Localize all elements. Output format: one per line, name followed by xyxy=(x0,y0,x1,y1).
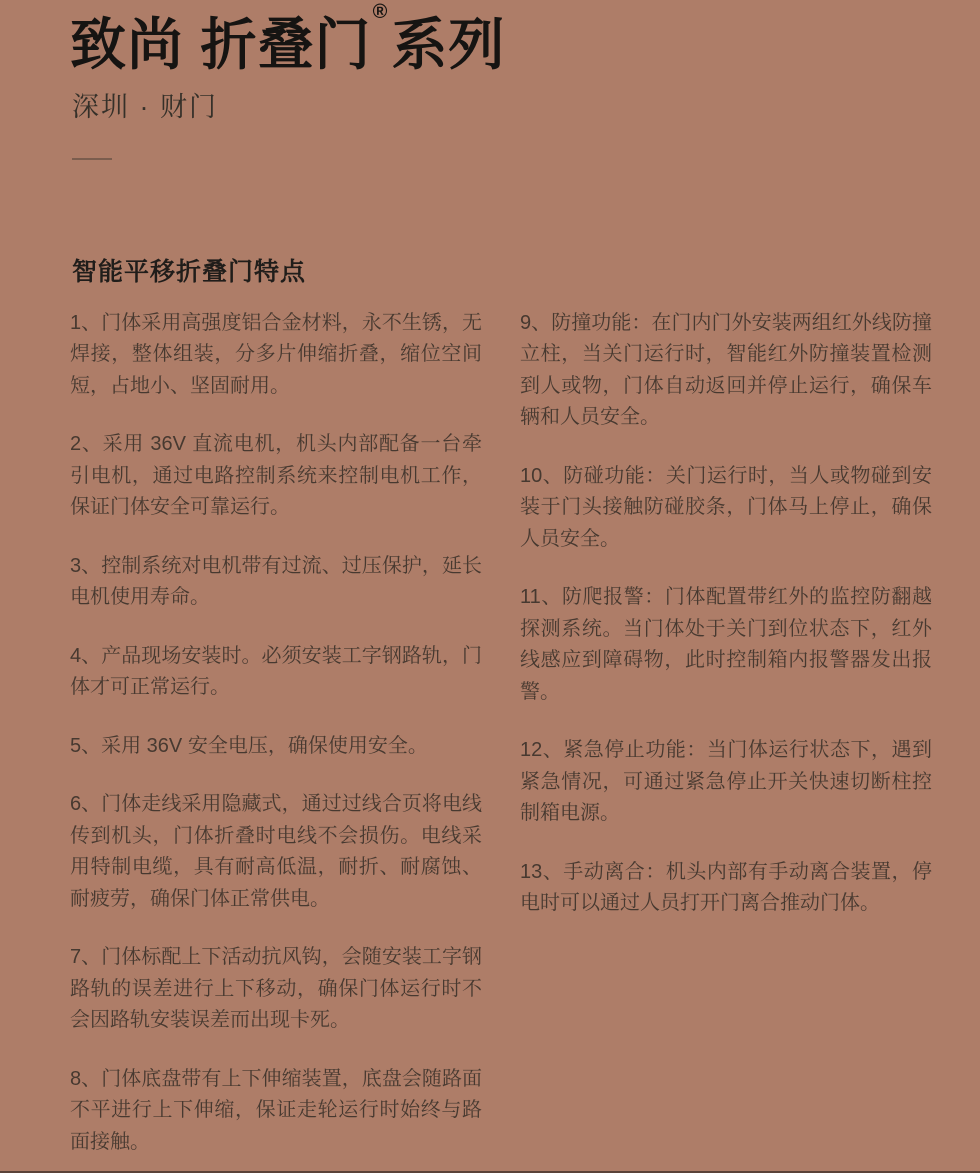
feature-item: 5、采用 36V 安全电压，确保使用安全。 xyxy=(70,734,428,757)
features-right-column xyxy=(520,308,932,1173)
divider-line xyxy=(72,158,112,160)
feature-item: 11、防爬报警：门体配置带红外的监控防翻越探测系统。当门体处于关门到位状态下，红外线感应到障碍物，此时控制箱内报警器发出报警。 xyxy=(520,586,932,703)
feature-item: 7、门体标配上下活动抗风钩，会随安装工字钢路轨的误差进行上下移动，确保门体运行时不会因路轨安装误差而出现卡死。 xyxy=(70,946,482,1032)
two-column-layout xyxy=(70,308,932,1173)
feature-item: 3、控制系统对电机带有过流、过压保护，延长电机使用寿命。 xyxy=(70,554,482,609)
feature-item: 9、防撞功能：在门内门外安装两组红外线防撞立柱，当关门运行时，智能红外防撞装置检测到人或物，门体自动返回并停止运行，确保车辆和人员安全。 xyxy=(520,311,932,429)
feature-item: 8、门体底盘带有上下伸缩装置，底盘会随路面不平进行上下伸缩，保证走轮运行时始终与路面接触。 xyxy=(70,1067,482,1153)
feature-item: 6、门体走线采用隐藏式，通过过线合页将电线传到机头，门体折叠时电线不会损伤。电线采用特制电缆，具有耐高低温，耐折、耐腐蚀、耐疲劳，确保门体正常供电。 xyxy=(70,793,482,910)
features-left-column xyxy=(70,308,482,1173)
brand-subtitle: 深圳 · 财门 xyxy=(72,91,218,122)
title-suffix: 系列 xyxy=(391,13,506,76)
page-title xyxy=(70,1,980,76)
section-heading: 智能平移折叠门特点 xyxy=(72,257,307,286)
header xyxy=(0,0,980,160)
feature-item: 1、门体采用高强度铝合金材料，永不生锈，无焊接，整体组装，分多片伸缩折叠，缩位空间短，占地小、坚固耐用。 xyxy=(70,311,482,397)
feature-item: 10、防碰功能：关门运行时，当人或物碰到安装于门头接触防碰胶条，门体马上停止，确保人员安全。 xyxy=(520,464,932,550)
features-section xyxy=(0,252,980,1173)
feature-item: 2、采用 36V 直流电机，机头内部配备一台牵引电机，通过电路控制系统来控制电机工作，保证门体安全可靠运行。 xyxy=(70,433,482,519)
feature-item: 12、紧急停止功能：当门体运行状态下，遇到紧急情况，可通过紧急停止开关快速切断柱控制箱电源。 xyxy=(520,739,932,825)
feature-item: 4、产品现场安装时。必须安装工字钢路轨，门体才可正常运行。 xyxy=(70,644,482,699)
title-main: 致尚 折叠门 xyxy=(70,13,372,76)
feature-item: 13、手动离合：机头内部有手动离合装置，停电时可以通过人员打开门离合推动门体。 xyxy=(520,860,932,915)
registered-trademark-icon: ® xyxy=(372,1,389,24)
